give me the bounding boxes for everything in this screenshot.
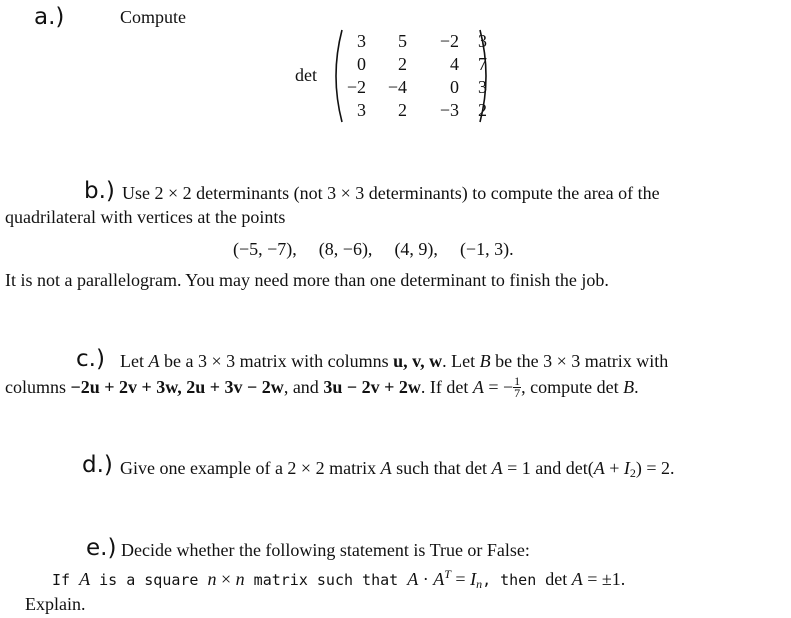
part-e-label: e.) [86, 535, 117, 561]
matrix-row [340, 53, 487, 76]
matrix-cell: −2 [439, 31, 459, 51]
text-run: ) = 2. [635, 458, 675, 478]
text-run: Let [120, 351, 149, 371]
part-a-text: Compute [120, 7, 186, 27]
math-var: A [407, 569, 419, 589]
math-var: A [571, 569, 583, 589]
text-run: = [450, 569, 471, 589]
text-run: = − [483, 377, 514, 397]
math-var: n [235, 569, 245, 589]
matrix-cell: 7 [478, 54, 487, 74]
matrix-cell: 4 [450, 54, 459, 74]
text-run: Give one example of a 2 × 2 matrix [120, 458, 381, 478]
text-run: det [545, 569, 572, 589]
math-var: A [79, 569, 91, 589]
math-var: A [472, 377, 484, 397]
text-run: + [604, 458, 624, 478]
math-var: I [470, 569, 477, 589]
part-e-line1: Decide whether the following statement is True or False: [121, 540, 530, 560]
part-c-label: c.) [76, 346, 105, 372]
math-var: A [593, 458, 605, 478]
determinant-matrix [340, 30, 487, 122]
matrix-cell: −3 [439, 100, 459, 120]
part-e-statement [52, 567, 625, 592]
subscript: 2 [629, 466, 636, 480]
math-expr: 3u − 2v + 2w [323, 377, 421, 397]
math-expr: −2u + 2v + 3w, 2u + 3v − 2w [70, 377, 284, 397]
text-run: , then [482, 571, 546, 589]
part-b-points [233, 239, 514, 260]
part-b-line3: It is not a parallelogram. You may need more than one determinant to finish the job. [5, 270, 609, 290]
matrix-cell: 5 [398, 31, 407, 51]
matrix-cell: 2 [398, 54, 407, 74]
text-run: be the 3 × 3 matrix with [490, 351, 669, 371]
matrix-row [340, 76, 487, 99]
fraction-numerator: 1 [514, 374, 521, 388]
math-var: A [491, 458, 503, 478]
point: (4, 9), [394, 239, 438, 259]
point: (8, −6), [318, 239, 373, 259]
matrix-cell: 2 [398, 100, 407, 120]
point: (−1, 3). [459, 239, 514, 259]
text-run: such that det [391, 458, 492, 478]
matrix-right-paren [478, 28, 494, 124]
math-vectors: u, v, w [393, 351, 443, 371]
text-run: · [418, 569, 434, 589]
part-e-explain: Explain. [25, 594, 86, 614]
part-b-line1: Use 2 × 2 determinants (not 3 × 3 determinants) to compute the area of the [122, 183, 660, 203]
point: (−5, −7), [233, 239, 297, 259]
part-c-line2: columns −2u + 2v + 3w, 2u + 3v − 2w, and 3u − 2v + 2w. If det A = − $\frac{1}{7}$ , compute det B. [5, 374, 639, 400]
matrix-cell: 3 [357, 100, 366, 120]
part-d-label: d.) [82, 452, 113, 478]
matrix-row [340, 99, 487, 122]
superscript: T [444, 567, 451, 581]
part-a-label: a.) [34, 4, 65, 30]
math-var: n [207, 569, 217, 589]
fraction [513, 376, 521, 399]
matrix-cell: 3 [478, 77, 487, 97]
part-d-text [120, 458, 675, 481]
math-var: I [623, 458, 630, 478]
matrix-cell: 2 [478, 100, 487, 120]
text-run: , compute det [521, 377, 624, 397]
text-run: × [216, 569, 236, 589]
matrix-row [340, 30, 487, 53]
subscript: n [476, 577, 483, 591]
det-label: det [295, 65, 317, 85]
text-run: be a 3 × 3 matrix with columns [159, 351, 394, 371]
part-b-line2: quadrilateral with vertices at the points [5, 207, 286, 227]
math-var: A [148, 351, 160, 371]
matrix-cell: 3 [357, 31, 366, 51]
matrix-cell: −2 [346, 77, 366, 97]
fraction-denominator: 7 [514, 386, 521, 400]
matrix-cell: 0 [450, 77, 459, 97]
math-var: B [623, 377, 635, 397]
text-run: = 1 and det( [502, 458, 594, 478]
text-run: matrix such that [244, 571, 408, 589]
text-run: is a square [90, 571, 208, 589]
matrix-cell: 0 [357, 54, 366, 74]
text-run: columns [5, 377, 71, 397]
math-var: A [380, 458, 392, 478]
text-run: . Let [442, 351, 480, 371]
math-var: B [479, 351, 491, 371]
matrix-cell: −4 [387, 77, 407, 97]
part-c-line1 [120, 351, 668, 372]
matrix-cell: 3 [478, 31, 487, 51]
math-var: A [433, 569, 445, 589]
text-run: . If det [420, 377, 473, 397]
text-run: If [52, 571, 80, 589]
text-run: , and [283, 377, 324, 397]
part-b-label: b.) [84, 178, 115, 204]
text-run: = ±1. [582, 569, 626, 589]
